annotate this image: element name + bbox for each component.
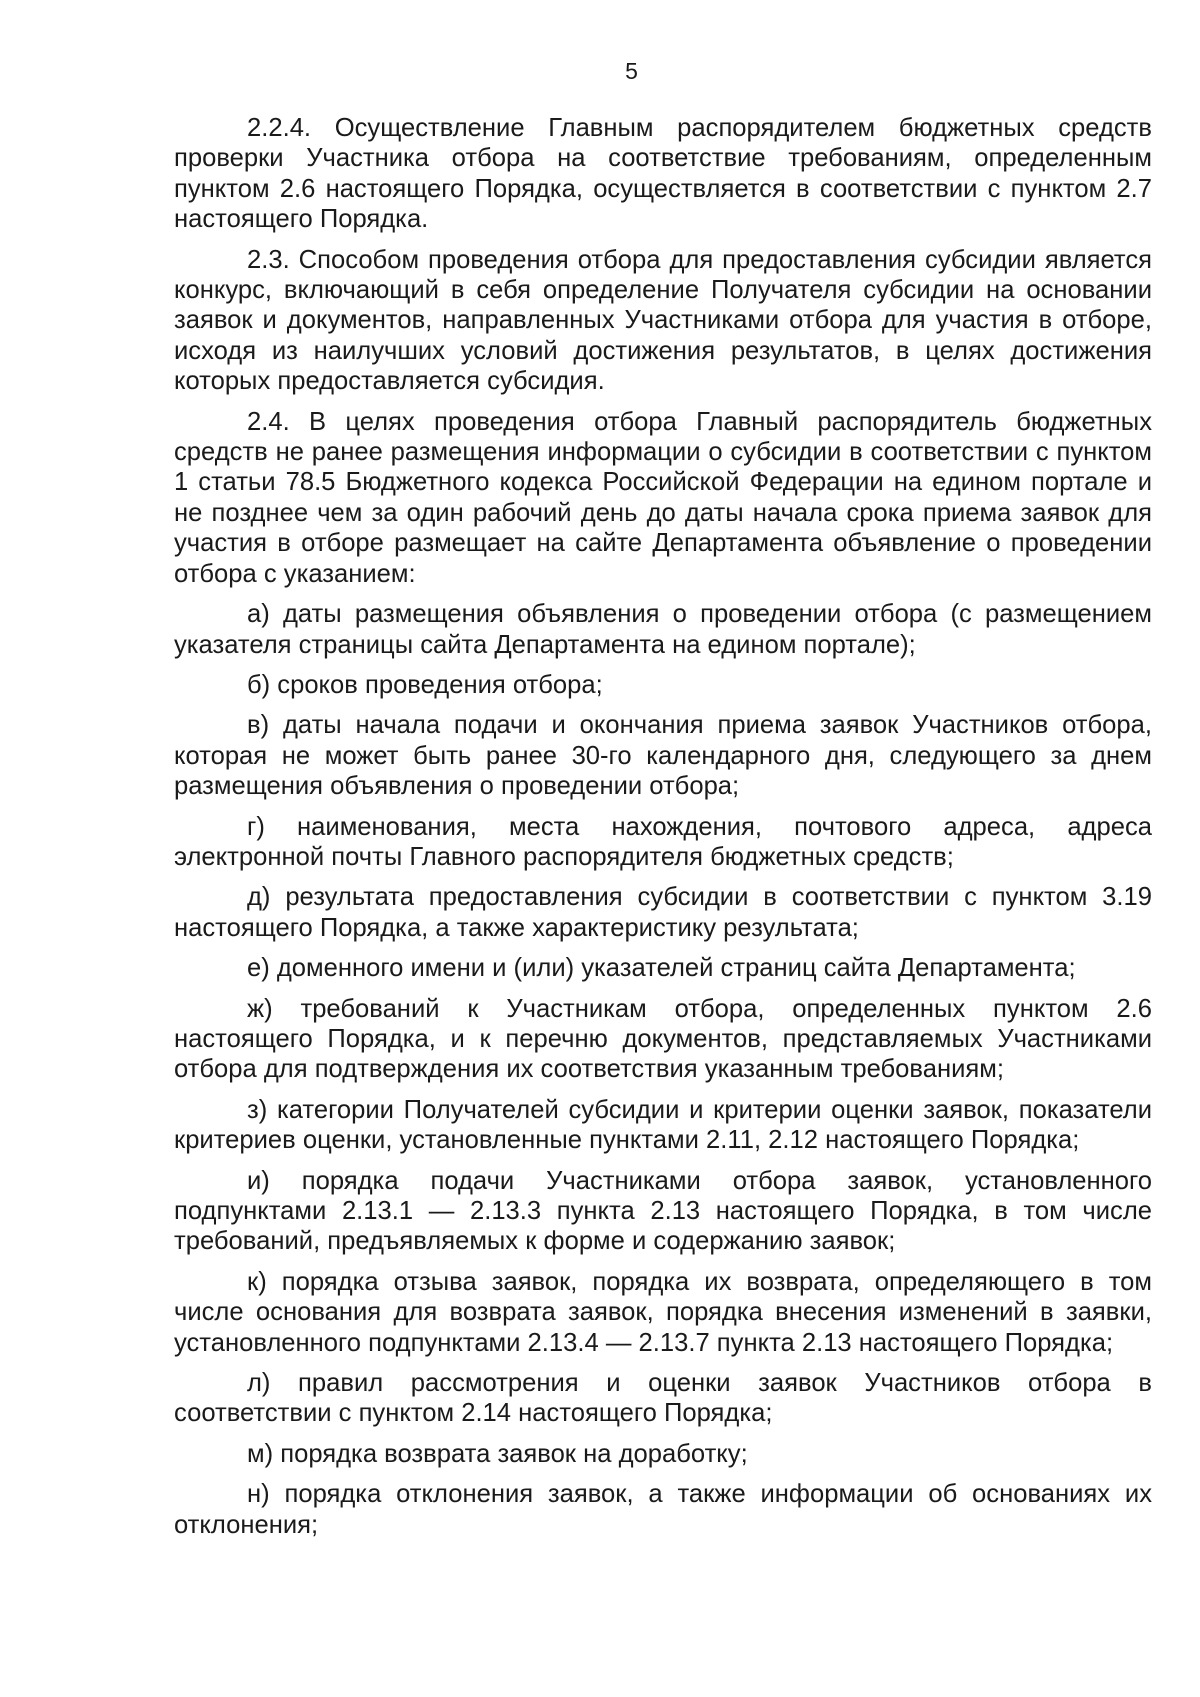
list-item-zh: ж) требований к Участникам отбора, определенных пунктом 2.6 настоящего Порядка, и к перечню документов, представляемых Участниками отбора для подтверждения их соответствия указанным требованиям;: [174, 994, 1152, 1084]
list-item-d: д) результата предоставления субсидии в соответствии с пунктом 3.19 настоящего Порядка, а также характеристику результата;: [174, 883, 1152, 942]
paragraph-2-4: 2.4. В целях проведения отбора Главный распорядитель бюджетных средств не ранее размещения информации о субсидии в соответствии с пунктом 1 статьи 78.5 Бюджетного кодекса Российской Федерации на едином портале и не позднее чем за один рабочий день до даты начала срока приема заявок для участия в отборе размещает на сайте Департамента объявление о проведении отбора с указанием:: [174, 407, 1152, 588]
page-header: [0, 56, 1200, 86]
list-item-b: б) сроков проведения отбора;: [247, 670, 603, 699]
list-item-e: е) доменного имени и (или) указателей страниц сайта Департамента;: [247, 954, 1076, 983]
list-item-v: в) даты начала подачи и окончания приема заявок Участников отбора, которая не может быть ранее 30-го календарного дня, следующего за днем размещения объявления о проведении отбора;: [174, 711, 1152, 801]
list-item-i: и) порядка подачи Участниками отбора заявок, установленного подпунктами 2.13.1 — 2.13.3 пункта 2.13 настоящего Порядка, в том числе требований, предъявляемых к форме и содержанию заявок;: [174, 1166, 1152, 1256]
paragraph-2-2-4: 2.2.4. Осуществление Главным распорядителем бюджетных средств проверки Участника отбора на соответствие требованиям, определенным пунктом 2.6 настоящего Порядка, осуществляется в соответствии с пунктом 2.7 настоящего Порядка.: [174, 114, 1152, 234]
list-item-k: к) порядка отзыва заявок, порядка их возврата, определяющего в том числе основания для возврата заявок, порядка внесения изменений в заявки, установленного подпунктами 2.13.4 — 2.13.7 пункта 2.13 настоящего Порядка;: [174, 1267, 1152, 1357]
paragraph-2-3: 2.3. Способом проведения отбора для предоставления субсидии является конкурс, включающий в себя определение Получателя субсидии на основании заявок и документов, направленных Участниками отбора для участия в отборе, исходя из наилучших условий достижения результатов, в целях достижения которых предоставляется субсидия.: [174, 245, 1152, 396]
document-body: [174, 113, 1152, 1550]
list-item-a: а) даты размещения объявления о проведении отбора (с размещением указателя страницы сайта Департамента на едином портале);: [174, 600, 1152, 659]
list-item-l: л) правил рассмотрения и оценки заявок Участников отбора в соответствии с пунктом 2.14 настоящего Порядка;: [174, 1369, 1152, 1428]
list-item-z: з) категории Получателей субсидии и критерии оценки заявок, показатели критериев оценки, установленные пунктами 2.11, 2.12 настоящего Порядка;: [174, 1095, 1152, 1155]
page-number: 5: [625, 58, 638, 84]
list-item-m: м) порядка возврата заявок на доработку;: [247, 1439, 748, 1468]
list-item-n: н) порядка отклонения заявок, а также информации об основаниях их отклонения;: [174, 1480, 1152, 1539]
list-item-g: г) наименования, места нахождения, почтового адреса, адреса электронной почты Главного распорядителя бюджетных средств;: [174, 812, 1152, 871]
